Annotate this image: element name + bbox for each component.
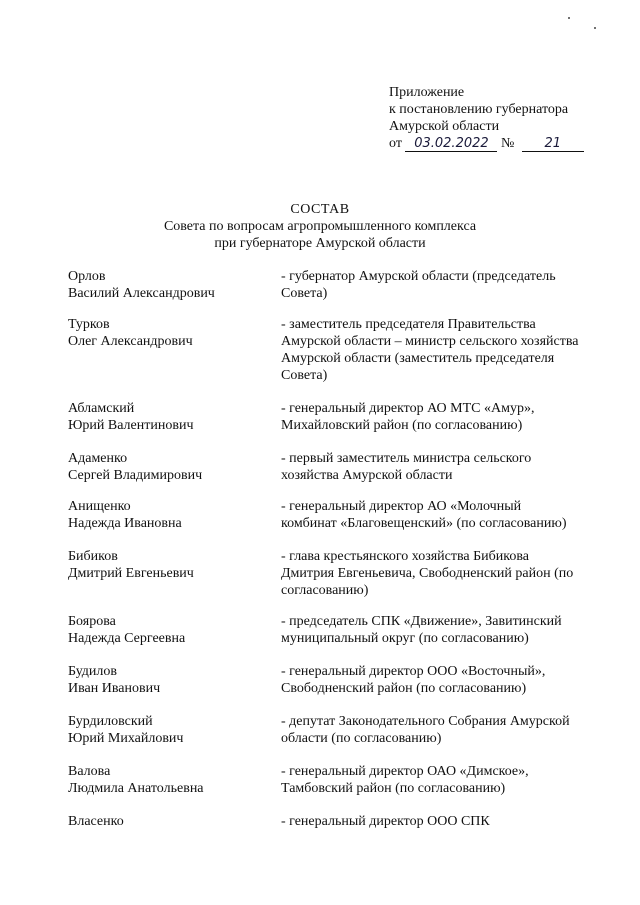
- member-name: [68, 450, 268, 484]
- member-role: [281, 663, 581, 697]
- role-line: комбинат «Благовещенский» (по согласованию): [281, 516, 567, 531]
- member-surname: Боярова: [68, 614, 116, 629]
- heading-subtitle: Совета по вопросам агропромышленного комплекса: [163, 219, 477, 234]
- member-given-name: Василий Александрович: [68, 286, 215, 301]
- member-given-name: Юрий Валентинович: [68, 418, 194, 433]
- handwritten-date: 03.02.2022: [405, 137, 497, 152]
- scan-speck: [594, 27, 596, 29]
- member-given-name: Сергей Владимирович: [68, 468, 203, 483]
- role-line: Амурской области – министр сельского хозяйства: [281, 334, 579, 349]
- role-line: - заместитель председателя Правительства: [281, 317, 536, 332]
- member-name: [68, 400, 268, 434]
- member-surname: Орлов: [68, 269, 106, 284]
- role-line: Амурской области (заместитель председателя: [281, 351, 555, 366]
- member-given-name: Надежда Сергеевна: [68, 631, 186, 646]
- role-line: согласованию): [281, 583, 369, 598]
- role-line: - генеральный директор АО «Молочный: [281, 499, 522, 514]
- role-line: области (по согласованию): [281, 731, 442, 746]
- heading-subtitle: при губернаторе Амурской области: [214, 236, 426, 251]
- role-line: - председатель СПК «Движение», Завитинский: [281, 614, 562, 629]
- member-surname: Бибиков: [68, 549, 118, 564]
- member-surname: Адаменко: [68, 451, 128, 466]
- member-surname: Турков: [68, 317, 110, 332]
- member-given-name: Дмитрий Евгеньевич: [68, 566, 194, 581]
- member-role: [281, 400, 581, 434]
- heading-title: СОСТАВ: [290, 202, 350, 217]
- role-line: Михайловский район (по согласованию): [281, 418, 523, 433]
- member-role: [281, 498, 581, 532]
- role-line: - генеральный директор ООО СПК: [281, 814, 490, 829]
- role-line: Совета): [281, 368, 328, 383]
- member-name: [68, 613, 268, 647]
- member-surname: Бурдиловский: [68, 714, 153, 729]
- member-role: [281, 316, 581, 384]
- role-line: - губернатор Амурской области (председатель: [281, 269, 556, 284]
- member-surname: Валова: [68, 764, 111, 779]
- role-line: - глава крестьянского хозяйства Бибикова: [281, 549, 530, 564]
- role-line: - генеральный директор ООО «Восточный»,: [281, 664, 546, 679]
- appendix-line: к постановлению губернатора: [389, 102, 569, 117]
- role-line: - генеральный директор ОАО «Димское»,: [281, 764, 529, 779]
- member-surname: Анищенко: [68, 499, 131, 514]
- member-surname: Будилов: [68, 664, 118, 679]
- member-role: [281, 450, 581, 484]
- appendix-block: [389, 84, 629, 152]
- appendix-line: Амурской области: [389, 119, 500, 134]
- role-line: - генеральный директор АО МТС «Амур»,: [281, 401, 535, 416]
- role-line: хозяйства Амурской области: [281, 468, 453, 483]
- member-name: [68, 713, 268, 747]
- member-role: [281, 268, 581, 302]
- scan-speck: [568, 17, 570, 19]
- member-surname: Абламский: [68, 401, 135, 416]
- member-name: [68, 548, 268, 582]
- member-name: [68, 498, 268, 532]
- member-name: [68, 663, 268, 697]
- member-name: [68, 813, 268, 830]
- member-role: [281, 548, 581, 599]
- number-sign: №: [500, 136, 515, 151]
- member-given-name: Иван Иванович: [68, 681, 161, 696]
- role-line: Дмитрия Евгеньевича, Свободненский район (по: [281, 566, 574, 581]
- role-line: Свободненский район (по согласованию): [281, 681, 527, 696]
- role-line: - первый заместитель министра сельского: [281, 451, 532, 466]
- appendix-line: Приложение: [389, 85, 465, 100]
- date-prefix: от: [389, 136, 402, 151]
- role-line: - депутат Законодательного Собрания Амурской: [281, 714, 570, 729]
- member-name: [68, 268, 268, 302]
- member-role: [281, 613, 581, 647]
- handwritten-number: 21: [522, 137, 584, 152]
- role-line: Совета): [281, 286, 328, 301]
- role-line: Тамбовский район (по согласованию): [281, 781, 506, 796]
- member-given-name: Надежда Ивановна: [68, 516, 182, 531]
- member-given-name: Юрий Михайлович: [68, 731, 184, 746]
- role-line: муниципальный округ (по согласованию): [281, 631, 529, 646]
- member-role: [281, 713, 581, 747]
- member-role: [281, 763, 581, 797]
- document-heading: [0, 201, 640, 252]
- member-given-name: Олег Александрович: [68, 334, 193, 349]
- appendix-date-line: [389, 135, 629, 152]
- member-name: [68, 763, 268, 797]
- member-role: [281, 813, 581, 830]
- member-name: [68, 316, 268, 350]
- member-surname: Власенко: [68, 814, 124, 829]
- member-given-name: Людмила Анатольевна: [68, 781, 204, 796]
